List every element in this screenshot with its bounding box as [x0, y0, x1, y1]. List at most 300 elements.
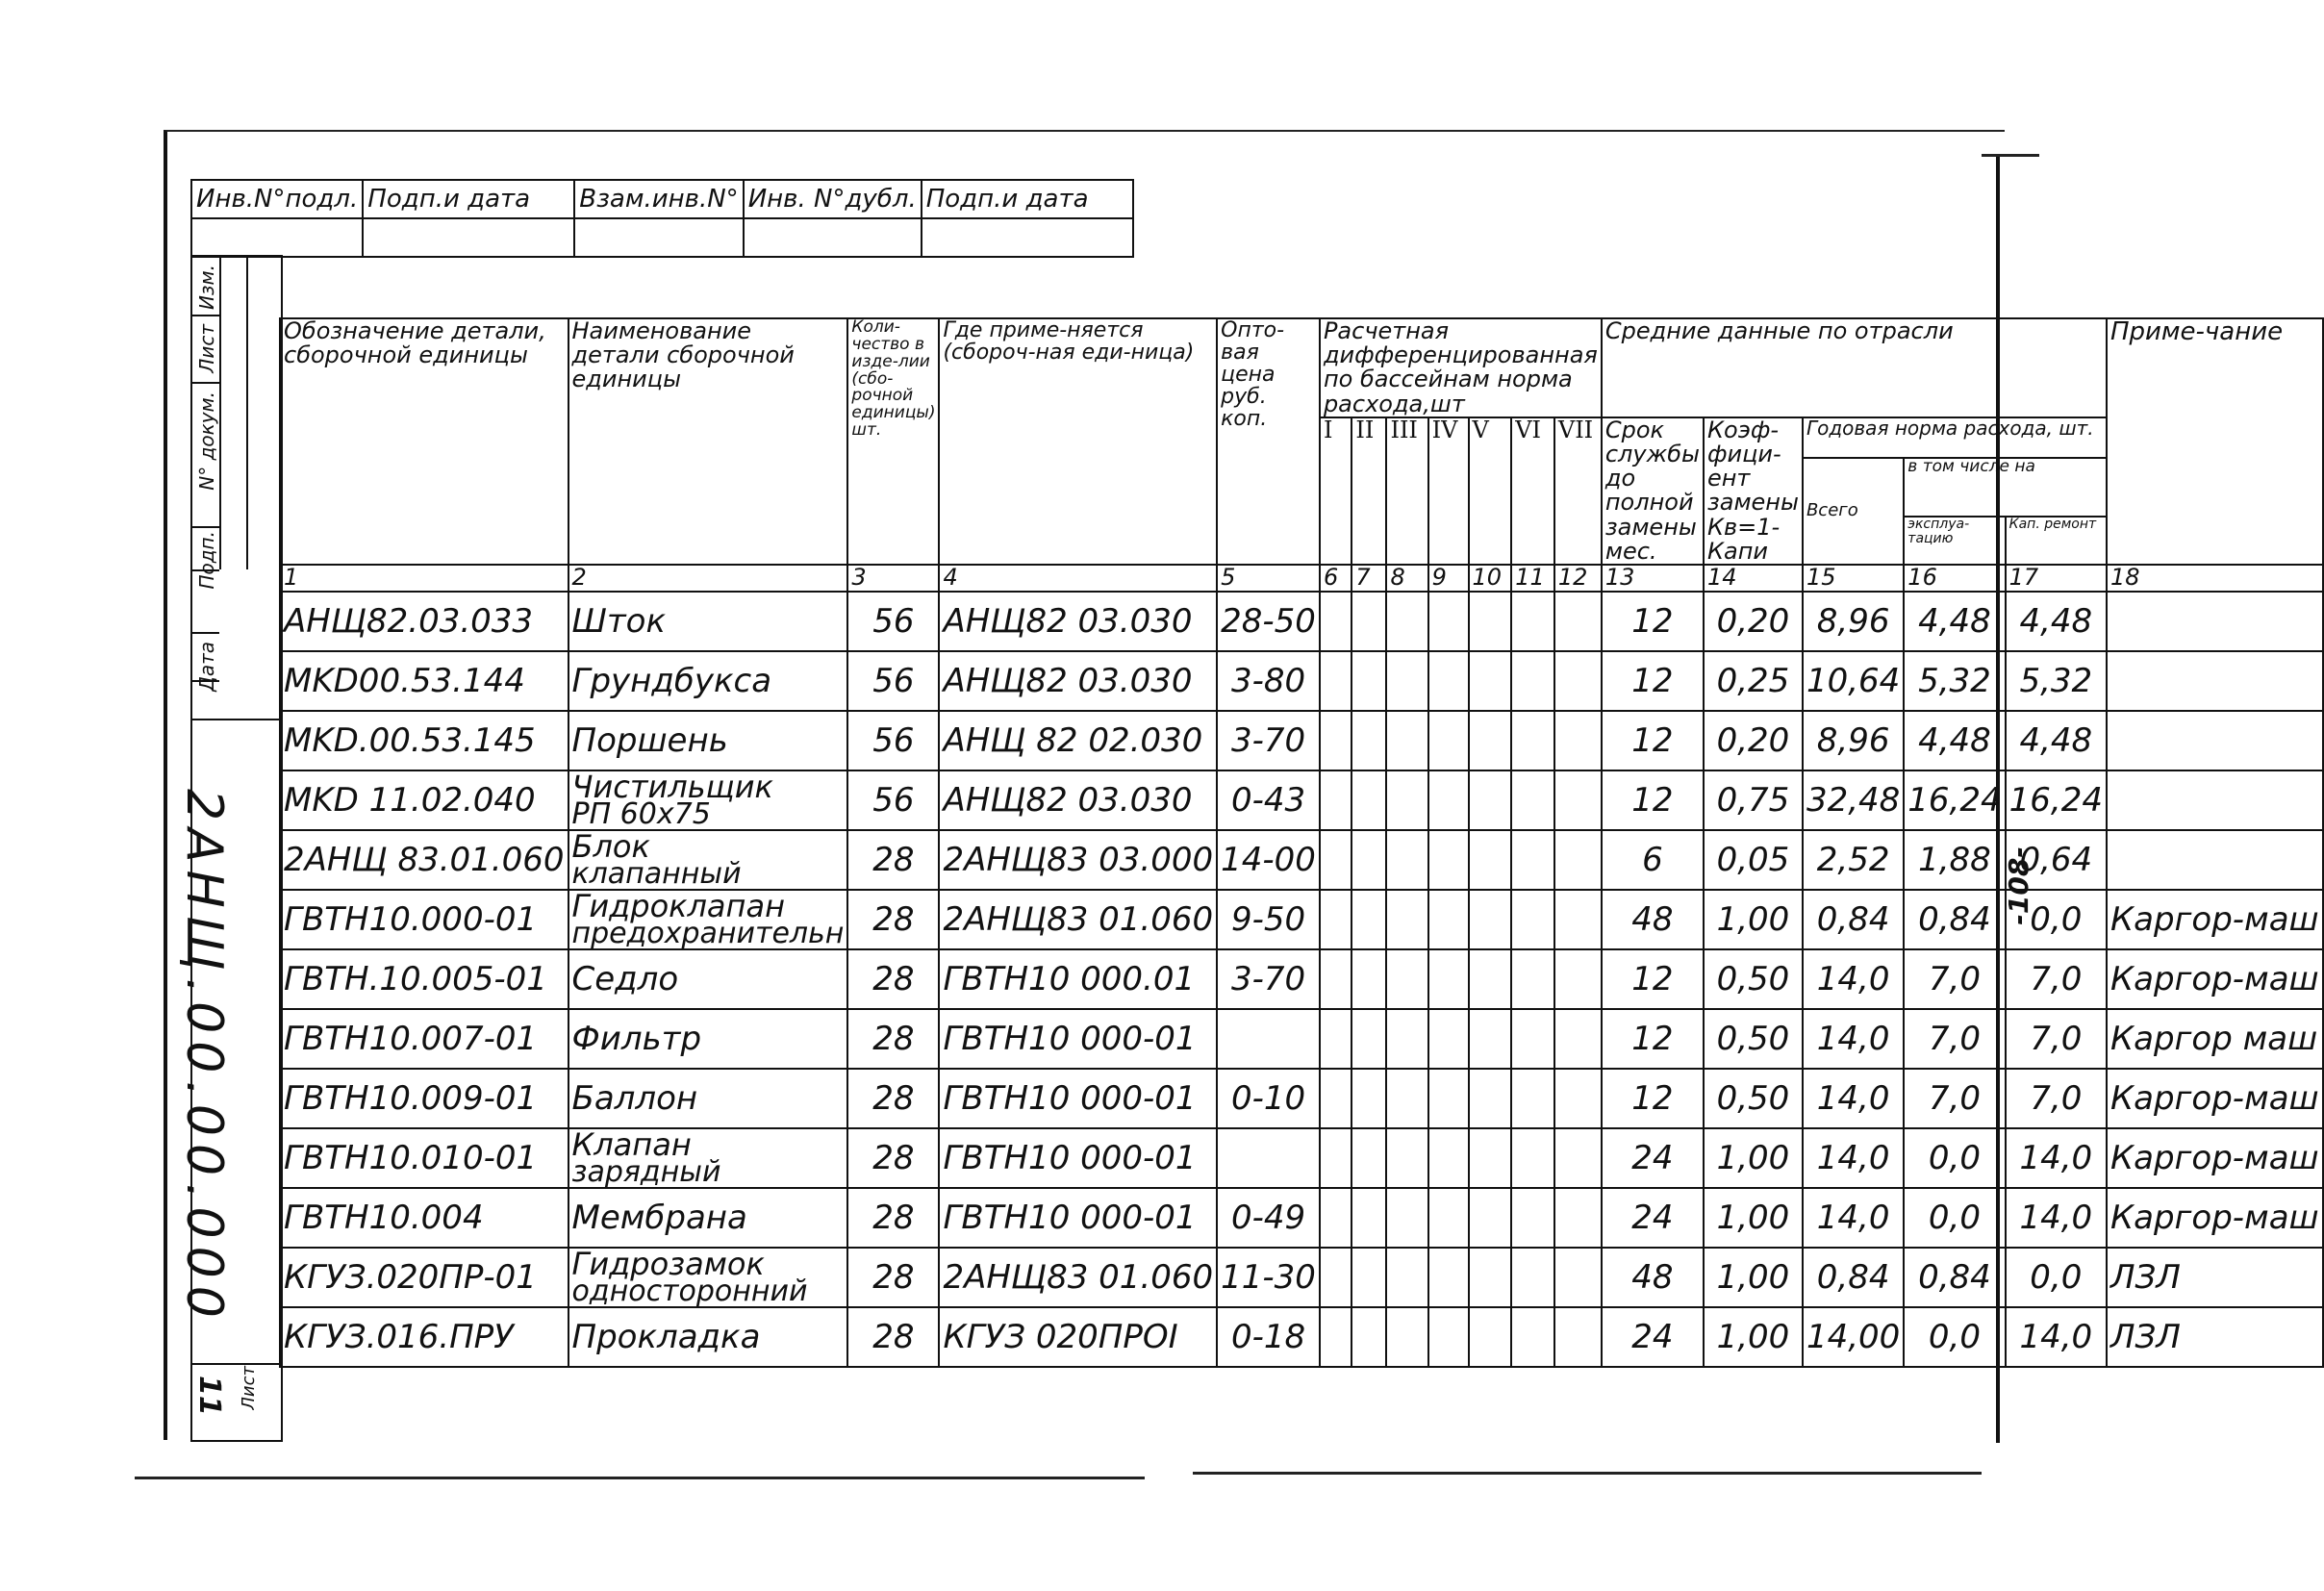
row-c15: 14,0	[1803, 1009, 1904, 1069]
row-quantity: 56	[847, 651, 939, 711]
row-part-name-line1: Мембрана	[571, 1198, 747, 1237]
side-divider	[246, 257, 248, 569]
row-basin-1	[1320, 711, 1351, 770]
row-basin-6	[1511, 830, 1554, 890]
row-part-name	[568, 651, 848, 711]
row-basin-6	[1511, 711, 1554, 770]
stamp-label-replaced-inv: Взам.инв.N°	[574, 180, 743, 218]
row-part-name	[568, 949, 848, 1009]
col-number-3: 3	[847, 565, 939, 592]
row-c13: 12	[1602, 770, 1704, 830]
row-c16: 7,0	[1904, 1009, 2005, 1069]
row-c17: 16,24	[2006, 770, 2107, 830]
row-basin-7	[1554, 949, 1602, 1009]
row-note: ЛЗЛ	[2107, 1248, 2323, 1307]
row-basin-6	[1511, 1188, 1554, 1248]
row-part-name	[568, 1188, 848, 1248]
row-basin-5	[1469, 651, 1512, 711]
row-basin-3	[1386, 949, 1427, 1009]
row-basin-2	[1351, 711, 1386, 770]
row-basin-2	[1351, 1009, 1386, 1069]
row-basin-7	[1554, 1248, 1602, 1307]
row-designation: 2АНЩ 83.01.060	[280, 830, 568, 890]
sheet-label: Лист	[239, 1366, 259, 1410]
row-part-name-line2: односторонний	[571, 1274, 808, 1308]
row-c15: 14,00	[1803, 1307, 1904, 1367]
row-price	[1217, 1009, 1320, 1069]
row-basin-6	[1511, 949, 1554, 1009]
row-basin-7	[1554, 1188, 1602, 1248]
row-basin-4	[1428, 651, 1469, 711]
row-basin-6	[1511, 592, 1554, 651]
row-note: Каргор маш	[2107, 1009, 2323, 1069]
row-note	[2107, 830, 2323, 890]
document-code: 2АНЩ.00.00.000	[175, 789, 233, 1326]
row-c15: 14,0	[1803, 1188, 1904, 1248]
row-where-used: КГУЗ 020ПРОI	[939, 1307, 1217, 1367]
row-basin-5	[1469, 890, 1512, 949]
row-price: 0-49	[1217, 1188, 1320, 1248]
row-part-name	[568, 592, 848, 651]
row-basin-1	[1320, 830, 1351, 890]
row-basin-4	[1428, 1128, 1469, 1188]
row-c17: 4,48	[2006, 711, 2107, 770]
row-basin-5	[1469, 949, 1512, 1009]
row-basin-6	[1511, 1248, 1554, 1307]
row-basin-1	[1320, 949, 1351, 1009]
row-basin-3	[1386, 1128, 1427, 1188]
table-row	[280, 1009, 2323, 1069]
table-row	[280, 1188, 2323, 1248]
row-note	[2107, 651, 2323, 711]
header-quantity: Коли-чество в изде-лии (сбо-рочной единицы) шт.	[847, 318, 939, 565]
col-number-2: 2	[568, 565, 848, 592]
col-number-6: 6	[1320, 565, 1351, 592]
row-part-name-line2: клапанный	[571, 856, 742, 891]
side-cell-border	[192, 315, 219, 316]
row-price	[1217, 1128, 1320, 1188]
row-basin-1	[1320, 1248, 1351, 1307]
approval-stamp	[190, 179, 1134, 258]
row-c15: 0,84	[1803, 1248, 1904, 1307]
row-c17: 5,32	[2006, 651, 2107, 711]
row-c13: 12	[1602, 711, 1704, 770]
row-quantity: 28	[847, 1188, 939, 1248]
header-service-life: Срок службы до полной замены мес.	[1602, 417, 1704, 565]
row-basin-5	[1469, 1069, 1512, 1128]
row-c13: 12	[1602, 592, 1704, 651]
row-c17: 4,48	[2006, 592, 2107, 651]
table-row	[280, 949, 2323, 1009]
row-designation: ГВТН10.000-01	[280, 890, 568, 949]
row-basin-4	[1428, 890, 1469, 949]
table-row	[280, 1307, 2323, 1367]
row-c15: 2,52	[1803, 830, 1904, 890]
stamp-label-inv-orig: Инв.N°подл.	[191, 180, 363, 218]
side-code-border	[192, 719, 281, 720]
stamp-cell	[922, 218, 1133, 257]
header-replace-coef: Коэф-фици-ент замены Кв=1-Капи	[1704, 417, 1803, 565]
col-number-1: 1	[280, 565, 568, 592]
row-basin-7	[1554, 1307, 1602, 1367]
row-basin-3	[1386, 1188, 1427, 1248]
sheet-number: 11	[192, 1376, 226, 1416]
row-where-used: ГВТН10 000-01	[939, 1128, 1217, 1188]
stamp-cell	[191, 218, 363, 257]
row-price: 3-70	[1217, 711, 1320, 770]
row-note	[2107, 711, 2323, 770]
row-note: Каргор-маш	[2107, 1069, 2323, 1128]
row-where-used: АНЩ82 03.030	[939, 770, 1217, 830]
row-basin-3	[1386, 770, 1427, 830]
row-c16: 0,84	[1904, 1248, 2005, 1307]
col-number-4: 4	[939, 565, 1217, 592]
row-basin-5	[1469, 1128, 1512, 1188]
row-where-used: ГВТН10 000-01	[939, 1188, 1217, 1248]
row-c16: 0,0	[1904, 1188, 2005, 1248]
row-c17: 0,0	[2006, 890, 2107, 949]
col-number-11: 11	[1511, 565, 1554, 592]
row-c13: 24	[1602, 1188, 1704, 1248]
row-c15: 14,0	[1803, 949, 1904, 1009]
row-designation: ГВТН10.004	[280, 1188, 568, 1248]
row-part-name-line1: Фильтр	[571, 1019, 702, 1058]
row-basin-2	[1351, 890, 1386, 949]
row-basin-2	[1351, 1188, 1386, 1248]
row-basin-6	[1511, 770, 1554, 830]
row-basin-6	[1511, 890, 1554, 949]
row-basin-7	[1554, 711, 1602, 770]
header-where-used: Где приме-няется (сбороч-ная еди-ница)	[939, 318, 1217, 565]
row-basin-1	[1320, 592, 1351, 651]
row-c15: 8,96	[1803, 592, 1904, 651]
row-designation: MKD00.53.144	[280, 651, 568, 711]
stamp-label-sign-date: Подп.и дата	[363, 180, 574, 218]
row-c17: 0,0	[2006, 1248, 2107, 1307]
row-part-name-line1: Чистильщик	[571, 768, 773, 805]
row-part-name-line1: Прокладка	[571, 1317, 761, 1356]
row-price: 28-50	[1217, 592, 1320, 651]
side-divider	[219, 257, 221, 569]
row-c14: 1,00	[1704, 1128, 1803, 1188]
row-c13: 6	[1602, 830, 1704, 890]
table-row	[280, 890, 2323, 949]
row-basin-5	[1469, 1009, 1512, 1069]
row-basin-4	[1428, 1009, 1469, 1069]
row-note: ЛЗЛ	[2107, 1307, 2323, 1367]
row-basin-5	[1469, 1307, 1512, 1367]
row-basin-4	[1428, 949, 1469, 1009]
row-basin-6	[1511, 1069, 1554, 1128]
side-cell-border	[192, 632, 219, 634]
row-c16: 1,88	[1904, 830, 2005, 890]
frame-bottom-line-right	[1193, 1472, 1982, 1475]
stamp-cell	[363, 218, 574, 257]
row-basin-2	[1351, 1307, 1386, 1367]
row-where-used: ГВТН10 000-01	[939, 1009, 1217, 1069]
header-designation: Обозначение детали, сборочной единицы	[280, 318, 568, 565]
row-note: Каргор-маш	[2107, 1188, 2323, 1248]
row-basin-4	[1428, 1188, 1469, 1248]
row-part-name-line2: зарядный	[571, 1154, 721, 1189]
row-basin-4	[1428, 592, 1469, 651]
row-c15: 32,48	[1803, 770, 1904, 830]
header-name: Наименование детали сборочной единицы	[568, 318, 848, 565]
row-basin-6	[1511, 1307, 1554, 1367]
side-label-sign: Подп.	[195, 531, 218, 590]
row-c14: 0,50	[1704, 1069, 1803, 1128]
row-basin-2	[1351, 1248, 1386, 1307]
row-c14: 0,50	[1704, 1009, 1803, 1069]
row-price: 14-00	[1217, 830, 1320, 890]
col-number-7: 7	[1351, 565, 1386, 592]
header-annual-norm: Годовая норма расхода, шт.	[1803, 417, 2107, 458]
row-note	[2107, 770, 2323, 830]
row-c14: 1,00	[1704, 1248, 1803, 1307]
col-number-15: 15	[1803, 565, 1904, 592]
col-number-13: 13	[1602, 565, 1704, 592]
row-note: Каргор-маш	[2107, 949, 2323, 1009]
row-basin-5	[1469, 1188, 1512, 1248]
row-basin-7	[1554, 830, 1602, 890]
row-designation: КГУЗ.020ПР-01	[280, 1248, 568, 1307]
row-basin-5	[1469, 711, 1512, 770]
row-price: 0-43	[1217, 770, 1320, 830]
row-basin-3	[1386, 1069, 1427, 1128]
col-number-16: 16	[1904, 565, 2005, 592]
row-designation: КГУЗ.016.ПРУ	[280, 1307, 568, 1367]
row-c14: 0,20	[1704, 711, 1803, 770]
row-part-name	[568, 711, 848, 770]
row-c14: 1,00	[1704, 1188, 1803, 1248]
table-row	[280, 711, 2323, 770]
row-price: 3-70	[1217, 949, 1320, 1009]
header-total: Всего	[1803, 458, 1904, 565]
row-basin-5	[1469, 1248, 1512, 1307]
row-c17: 14,0	[2006, 1307, 2107, 1367]
stamp-label-sign-date-2: Подп.и дата	[922, 180, 1133, 218]
parts-table	[279, 317, 2324, 1368]
row-c15: 10,64	[1803, 651, 1904, 711]
row-note: Каргор-маш	[2107, 1128, 2323, 1188]
row-where-used: АНЩ82 03.030	[939, 592, 1217, 651]
row-c17: 0,64	[2006, 830, 2107, 890]
row-c13: 12	[1602, 1009, 1704, 1069]
row-basin-1	[1320, 1009, 1351, 1069]
row-c15: 0,84	[1803, 890, 1904, 949]
row-designation: АНЩ82.03.033	[280, 592, 568, 651]
row-where-used: 2АНЩ83 03.000	[939, 830, 1217, 890]
page-number: -108-	[2003, 846, 2034, 925]
table-row	[280, 1248, 2323, 1307]
row-part-name-line1: Седло	[571, 959, 679, 998]
header-basin-5: V	[1469, 417, 1512, 565]
table-row	[280, 592, 2323, 651]
frame-top-mark	[1982, 154, 2039, 157]
row-basin-1	[1320, 1307, 1351, 1367]
row-basin-6	[1511, 1128, 1554, 1188]
row-price: 3-80	[1217, 651, 1320, 711]
row-c16: 0,0	[1904, 1307, 2005, 1367]
row-c15: 14,0	[1803, 1069, 1904, 1128]
row-quantity: 28	[847, 830, 939, 890]
row-c17: 7,0	[2006, 949, 2107, 1009]
header-price: Опто-вая цена руб. коп.	[1217, 318, 1320, 565]
row-c16: 7,0	[1904, 1069, 2005, 1128]
row-basin-4	[1428, 770, 1469, 830]
col-number-18: 18	[2107, 565, 2323, 592]
row-part-name-line2: предохранительн	[571, 916, 845, 950]
table-row	[280, 770, 2323, 830]
row-part-name	[568, 1125, 848, 1189]
row-basin-3	[1386, 830, 1427, 890]
row-basin-1	[1320, 1069, 1351, 1128]
row-basin-4	[1428, 1248, 1469, 1307]
col-number-14: 14	[1704, 565, 1803, 592]
row-part-name-line1: Поршень	[571, 720, 728, 760]
row-c14: 0,05	[1704, 830, 1803, 890]
row-where-used: АНЩ 82 02.030	[939, 711, 1217, 770]
row-part-name-line1: Грундбукса	[571, 661, 772, 700]
row-c14: 1,00	[1704, 890, 1803, 949]
row-quantity: 28	[847, 1009, 939, 1069]
table-row	[280, 651, 2323, 711]
row-basin-4	[1428, 1307, 1469, 1367]
side-cell-border	[192, 526, 219, 528]
row-c17: 14,0	[2006, 1128, 2107, 1188]
row-c17: 7,0	[2006, 1009, 2107, 1069]
header-basin-6: VI	[1511, 417, 1554, 565]
row-c16: 4,48	[1904, 592, 2005, 651]
row-part-name-line2: РП 60х75	[571, 796, 711, 831]
row-basin-2	[1351, 770, 1386, 830]
row-part-name	[568, 1009, 848, 1069]
row-c14: 0,50	[1704, 949, 1803, 1009]
row-part-name	[568, 1307, 848, 1367]
row-where-used: ГВТН10 000.01	[939, 949, 1217, 1009]
header-avg-group: Средние данные по отрасли	[1602, 318, 2107, 417]
row-designation: ГВТН10.009-01	[280, 1069, 568, 1128]
row-basin-6	[1511, 651, 1554, 711]
row-basin-5	[1469, 592, 1512, 651]
row-basin-7	[1554, 890, 1602, 949]
side-label-date: Дата	[195, 642, 218, 692]
row-c16: 16,24	[1904, 770, 2005, 830]
row-price: 9-50	[1217, 890, 1320, 949]
col-number-8: 8	[1386, 565, 1427, 592]
header-basin-4: IV	[1428, 417, 1469, 565]
header-overhaul: Кап. ремонт	[2006, 517, 2107, 565]
row-c13: 24	[1602, 1307, 1704, 1367]
header-operation: эксплуа-тацию	[1904, 517, 2005, 565]
row-part-name-line1: Блок	[571, 827, 650, 865]
row-c14: 1,00	[1704, 1307, 1803, 1367]
row-c15: 8,96	[1803, 711, 1904, 770]
row-basin-2	[1351, 592, 1386, 651]
row-c16: 7,0	[1904, 949, 2005, 1009]
row-basin-6	[1511, 1009, 1554, 1069]
row-designation: ГВТН.10.005-01	[280, 949, 568, 1009]
row-c13: 12	[1602, 1069, 1704, 1128]
row-basin-2	[1351, 830, 1386, 890]
row-c16: 4,48	[1904, 711, 2005, 770]
row-basin-2	[1351, 949, 1386, 1009]
stamp-label-dup-inv: Инв. N°дубл.	[744, 180, 922, 218]
row-price: 0-10	[1217, 1069, 1320, 1128]
row-c13: 48	[1602, 1248, 1704, 1307]
row-where-used: 2АНЩ83 01.060	[939, 890, 1217, 949]
side-label-izm: Изм.	[195, 265, 218, 311]
row-basin-7	[1554, 592, 1602, 651]
row-basin-4	[1428, 830, 1469, 890]
table-row	[280, 1128, 2323, 1188]
row-basin-2	[1351, 1128, 1386, 1188]
row-quantity: 56	[847, 770, 939, 830]
row-quantity: 28	[847, 1307, 939, 1367]
row-c17: 7,0	[2006, 1069, 2107, 1128]
row-part-name-line1: Шток	[571, 601, 667, 641]
col-number-10: 10	[1469, 565, 1512, 592]
row-c16: 0,84	[1904, 890, 2005, 949]
row-part-name-line1: Баллон	[571, 1078, 698, 1118]
side-cell-border	[192, 382, 219, 384]
stamp-cell	[574, 218, 743, 257]
stamp-cell	[744, 218, 922, 257]
row-part-name	[568, 770, 848, 830]
row-basin-1	[1320, 1128, 1351, 1188]
row-c15: 14,0	[1803, 1128, 1904, 1188]
row-basin-1	[1320, 651, 1351, 711]
row-designation: ГВТН10.007-01	[280, 1009, 568, 1069]
col-number-5: 5	[1217, 565, 1320, 592]
row-part-name	[568, 827, 848, 891]
row-c13: 12	[1602, 949, 1704, 1009]
row-basin-5	[1469, 770, 1512, 830]
row-basin-4	[1428, 711, 1469, 770]
row-c14: 0,75	[1704, 770, 1803, 830]
row-basin-3	[1386, 592, 1427, 651]
header-basin-group: Расчетная дифференцированная по бассейнам норма расхода,шт	[1320, 318, 1602, 417]
row-designation: MKD 11.02.040	[280, 770, 568, 830]
row-basin-7	[1554, 1009, 1602, 1069]
side-label-doc: N° докум.	[195, 391, 218, 491]
col-number-9: 9	[1428, 565, 1469, 592]
row-part-name	[568, 1069, 848, 1128]
row-basin-2	[1351, 651, 1386, 711]
row-price: 0-18	[1217, 1307, 1320, 1367]
header-basin-7: VII	[1554, 417, 1602, 565]
row-price: 11-30	[1217, 1248, 1320, 1307]
row-c16: 0,0	[1904, 1128, 2005, 1188]
row-basin-2	[1351, 1069, 1386, 1128]
row-designation: ГВТН10.010-01	[280, 1128, 568, 1188]
col-number-17: 17	[2006, 565, 2107, 592]
row-part-name-line1: Гидрозамок	[571, 1245, 765, 1282]
row-where-used: ГВТН10 000-01	[939, 1069, 1217, 1128]
row-note	[2107, 592, 2323, 651]
row-basin-1	[1320, 1188, 1351, 1248]
row-basin-5	[1469, 830, 1512, 890]
row-basin-3	[1386, 1009, 1427, 1069]
row-basin-7	[1554, 770, 1602, 830]
row-basin-3	[1386, 1248, 1427, 1307]
row-designation: MKD.00.53.145	[280, 711, 568, 770]
header-basin-3: III	[1386, 417, 1427, 565]
header-basin-2: II	[1351, 417, 1386, 565]
row-c13: 48	[1602, 890, 1704, 949]
table-row	[280, 1069, 2323, 1128]
side-label-list: Лист	[195, 324, 218, 373]
